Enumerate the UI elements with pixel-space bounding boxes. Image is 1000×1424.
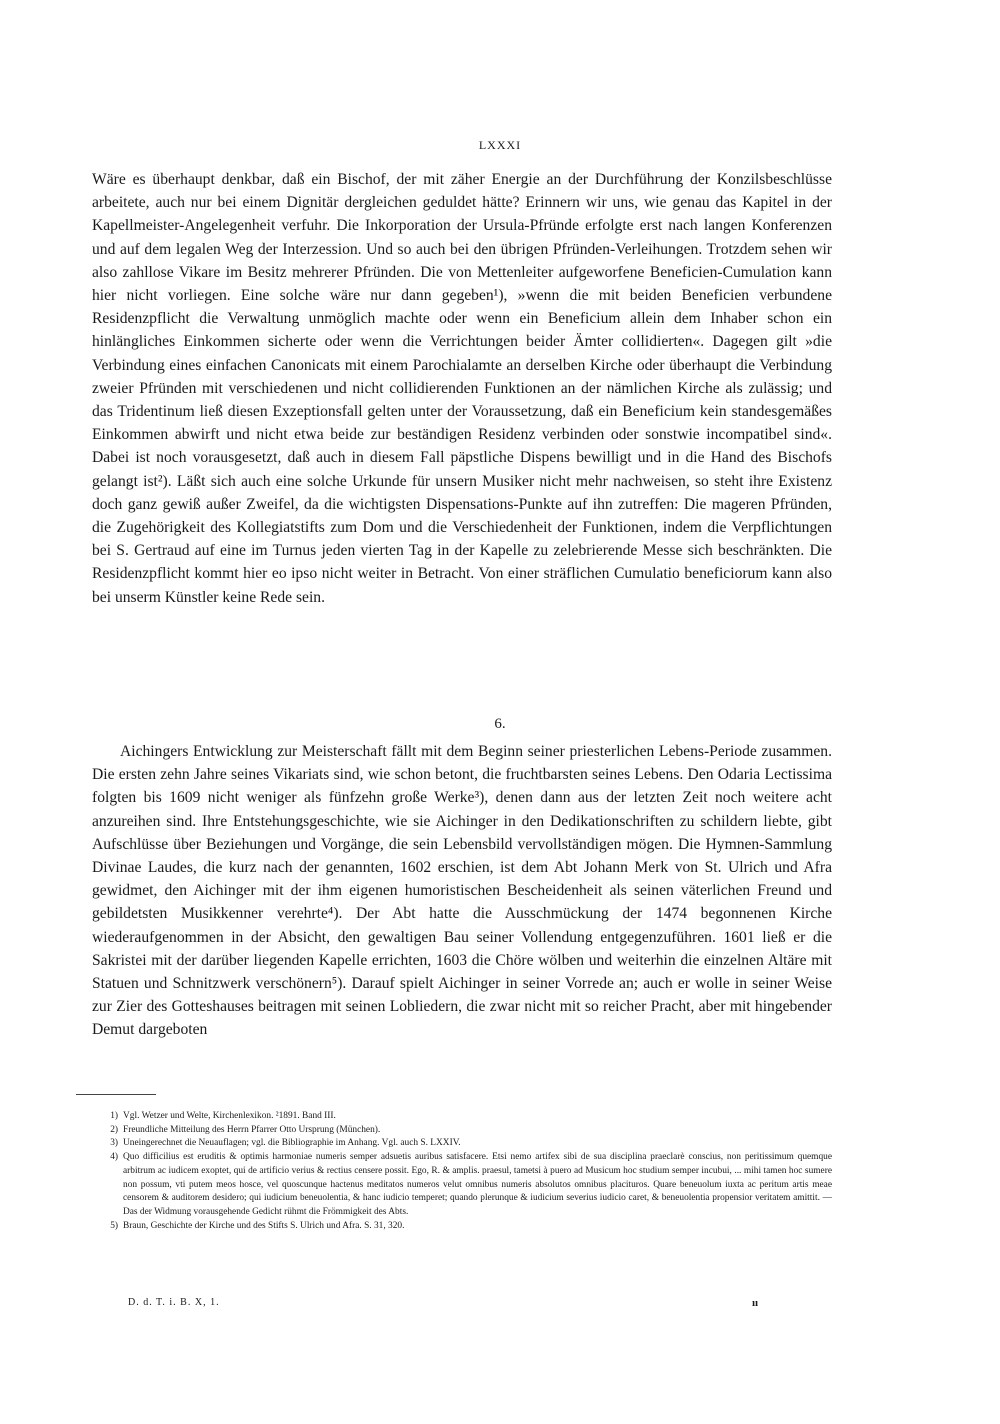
footnote-number: 4) bbox=[110, 1152, 118, 1163]
paragraph-text: Aichingers Entwicklung zur Meisterschaft fällt mit dem Beginn seiner priesterlichen Lebens-Periode zusammen. Die ersten zehn Jahre seines Vikariats sind, wie schon betont, die fruchtbarsten seines Lebens. Den Odaria Lectissima folgten bis 1609 nicht weniger als fünfzehn große Werke³), denen dann aus der letzten Zeit noch weitere acht anzureihen sind. Ihre Entstehungsgeschichte, wie sie Aichinger in den Dedikationschriften zu schildern liebte, gibt Aufschlüsse über Beziehungen und Vorgänge, die sein Lebensbild vervollständigen mögen. Die Hymnen-Sammlung Divinae Laudes, die kurz nach der genannten, 1602 erschien, ist dem Abt Johann Merk von St. Ulrich und Afra gewidmet, den Aichinger mit der ihm eigenen humoristischen Bescheidenheit als seinen väterlichen Freund und gebildetsten Musikkenner verehrte⁴). Der Abt hatte die Ausschmückung der 1474 begonnenen Kirche wiederaufgenommen in der Absicht, den gewaltigen Bau seiner Vollendung entgegenzuführen. 1601 ließ er die Sakristei mit der darüber liegenden Kapelle errichten, 1603 die Chöre wölben und weiterhin die einzelnen Altäre mit Statuen und Schnitzwerk verschönern⁵). Darauf spielt Aichinger in seiner Vorrede an; auch er wolle in seiner Weise zur Zier des Gotteshauses beitragen mit seinen Lobliedern, die zwar nicht mit so reicher Pracht, aber mit hingebender Demut dargeboten bbox=[92, 743, 832, 1039]
footnote bbox=[92, 1110, 832, 1124]
footnote-number: 2) bbox=[110, 1124, 118, 1135]
footnote bbox=[92, 1137, 832, 1151]
footnote-text: Vgl. Wetzer und Welte, Kirchenlexikon. ²1891. Band III. bbox=[123, 1111, 336, 1121]
footnote bbox=[92, 1151, 832, 1220]
footnote-number: 1) bbox=[110, 1111, 118, 1121]
footnote-text: Uneingerechnet die Neuauflagen; vgl. die Bibliographie im Anhang. Vgl. auch S. LXXIV. bbox=[123, 1138, 461, 1149]
section-number: 6. bbox=[494, 716, 506, 732]
footnote-number: 5) bbox=[110, 1220, 118, 1231]
footnote-separator bbox=[76, 1094, 156, 1095]
footnote-text: Quo difficilius est eruditis & optimis harmoniae numeris semper adsuetis auribus satisfacere. Etsi nemo artifex sibi de sua disciplina praeclarè conscius, non peritissimum quemque arbitrum ac iudicem exoptet, qui de artificio verius & rectius censere possit. Ego, R. & amplis. praesul, tametsi à puero ad Musicum hoc studium semper incubui, ... mihi tamen hoc sumere non possum, vti putem meos hosce, vel quoscunque hactenus meditatos numeros velut omnibus numeris absolutos omnibus placituros. Quare beneuolum iuxta ac peritum artis meae censorem & auditorem desidero; qui iudicium beneuolentia, & hanc iudicio temperet; quando plerunque & iudicium severius iudicio caret, & beneuolentia propensior veritatem amittit. — Das der Widmung vorausgehende Gedicht rühmt die Frömmigkeit des Abts. bbox=[123, 1152, 832, 1217]
footnote-text: Braun, Geschichte der Kirche und des Stifts S. Ulrich und Afra. S. 31, 320. bbox=[123, 1220, 405, 1231]
footnote bbox=[92, 1124, 832, 1138]
page-header: LXXXI bbox=[478, 138, 522, 152]
sheet-number: ıı bbox=[752, 1297, 759, 1309]
paragraph-text: Wäre es überhaupt denkbar, daß ein Bischof, der mit zäher Energie an der Durchführung der Konzilsbeschlüsse arbeitete, auch nur bei einem Dignitär dergleichen geduldet hätte? Erinnern wir uns, wie genau das Kapitel in der Kapellmeister-Angelegenheit verfuhr. Die Inkorporation der Ursula-Pfründe erfolgte erst nach langen Konferenzen und auf dem legalen Weg der Interzession. Und so auch bei den übrigen Pfründen-Verleihungen. Trotzdem sehen wir also zahllose Vikare im Besitz mehrerer Pfründen. Die von Mettenleiter aufgeworfene Beneficien-Cumulation kann hier nicht vorliegen. Eine solche wäre nur dann gegeben¹), »wenn die mit beiden Beneficien verbundene Residenzpflicht die Verwaltung unmöglich machte oder wenn ein Beneficium allein dem Inhaber schon ein hinlängliches Einkommen sicherte oder wenn die Verrichtungen beider Ämter collidierten«. Dagegen gilt »die Verbindung eines einfachen Canonicats mit einem Parochialamte an derselben Kirche oder überhaupt die Verbindung zweier Pfründen mit verschiedenen und nicht collidierenden Funktionen an der nämlichen Kirche als zulässig; und das Tridentinum ließ diesen Exzeptionsfall gelten unter der Voraussetzung, daß ein Beneficium kein standesgemäßes Einkommen abwirft und nicht etwa beide zur beständigen Residenz verbinden oder sonstwie incompatibel sind«. Dabei ist noch vorausgesetzt, daß auch in diesem Fall päpstliche Dispens bewilligt und in die Hand des Bischofs gelangt ist²). Läßt sich auch eine solche Urkunde für unsern Musiker nicht mehr nachweisen, so steht ihre Existenz doch ganz gewiß außer Zweifel, da die wichtigsten Dispensations-Punkte auf ihn zutreffen: Die mageren Pfründen, die Zugehörigkeit des Kollegiatstifts zum Dom und die Verschiedenheit der Funktionen, indem die Verpflichtungen bei S. Gertraud auf eine im Turnus jeden vierten Tag in der Kapelle zu zelebrierende Messe sich beschränkten. Die Residenzpflicht kommt hier eo ipso nicht weiter in Betracht. Von einer sträflichen Cumulatio beneficiorum kann also bei unserm Künstler keine Rede sein. bbox=[92, 171, 832, 606]
footnotes bbox=[92, 1110, 832, 1233]
body-paragraph-2 bbox=[92, 740, 832, 1042]
printer-signature: D. d. T. i. B. X, 1. bbox=[128, 1297, 220, 1308]
footnote bbox=[92, 1220, 832, 1234]
footnote-text: Freundliche Mitteilung des Herrn Pfarrer Otto Ursprung (München). bbox=[123, 1124, 381, 1135]
body-paragraph-1 bbox=[92, 168, 832, 609]
footnote-number: 3) bbox=[110, 1138, 118, 1149]
